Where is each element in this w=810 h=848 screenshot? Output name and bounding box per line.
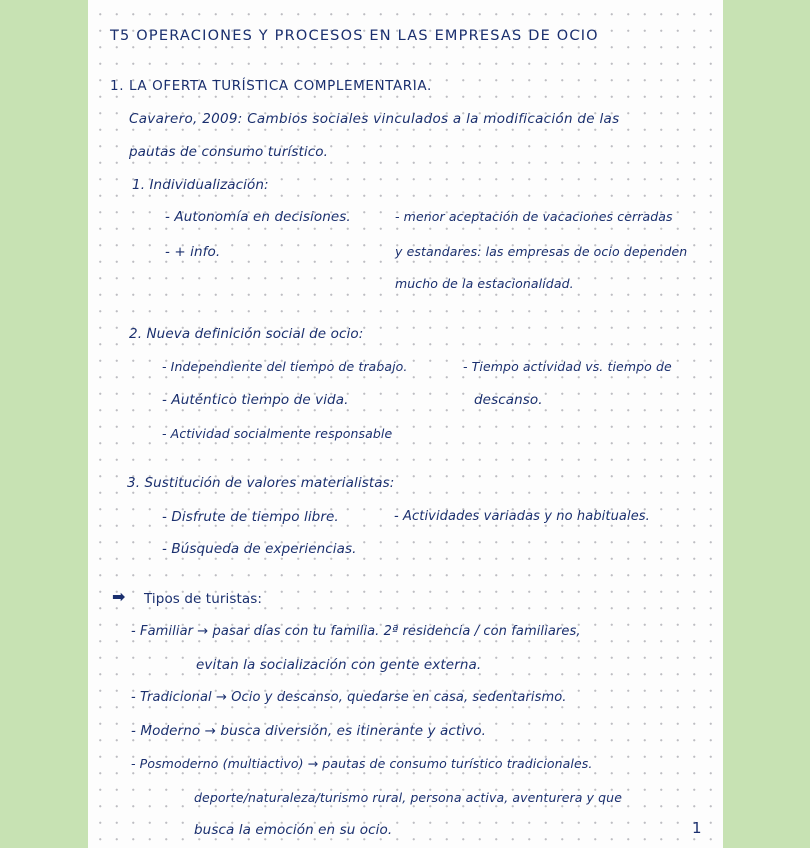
point-1-heading: 1. Individualización: bbox=[132, 177, 269, 193]
tourist-posmoderno-line-2: deporte/naturaleza/turismo rural, persona activa, aventurera y que bbox=[194, 790, 622, 805]
point-3-heading: 3. Sustitución de valores materialistas: bbox=[127, 475, 395, 491]
page-number: 1 bbox=[692, 819, 702, 837]
point-1-right-line-3: mucho de la estacionalidad. bbox=[395, 276, 574, 291]
tourist-moderno: - Moderno → busca diversión, es itinerante y activo. bbox=[131, 723, 487, 739]
point-2-heading: 2. Nueva definición social de ocio: bbox=[129, 326, 364, 342]
point-2-item-1: - Independiente del tiempo de trabajo. bbox=[162, 359, 408, 374]
tourist-tradicional: - Tradicional → Ocio y descanso, quedarse en casa, sedentarismo. bbox=[131, 690, 567, 705]
intro-line-1: Cavarero, 2009: Cambios sociales vinculados a la modificación de las bbox=[129, 111, 620, 127]
point-1-item-1: - Autonomía en decisiones. bbox=[165, 209, 351, 225]
point-1-item-2: - + info. bbox=[165, 244, 221, 260]
notebook-page bbox=[88, 0, 723, 848]
tourists-heading: Tipos de turistas: bbox=[144, 591, 263, 607]
point-3-item-2: - Búsqueda de experiencias. bbox=[162, 541, 357, 557]
tourist-familiar-line-2: evitan la socialización con gente externa. bbox=[196, 657, 482, 673]
point-3-right-item: - Actividades variadas y no habituales. bbox=[394, 509, 650, 524]
point-2-right-line-2: descanso. bbox=[474, 392, 543, 408]
point-1-right-line-2: y estandares: las empresas de ocio dependen bbox=[395, 244, 688, 259]
point-1-right-line-1: - menor aceptación de vacaciones cerradas bbox=[395, 209, 673, 224]
point-2-item-2: - Auténtico tiempo de vida. bbox=[162, 392, 349, 408]
tourist-familiar-line-1: - Familiar → pasar días con tu familia. 2ª residencia / con familiares, bbox=[131, 624, 581, 639]
point-3-item-1: - Disfrute de tiempo libre. bbox=[162, 509, 339, 525]
page-title: T5 OPERACIONES Y PROCESOS EN LAS EMPRESAS DE OCIO bbox=[110, 28, 599, 44]
double-arrow-icon: ➡ bbox=[112, 587, 126, 606]
point-2-item-3: - Actividad socialmente responsable bbox=[162, 426, 393, 441]
tourist-posmoderno-line-3: busca la emoción en su ocio. bbox=[194, 822, 393, 838]
section-1-heading: 1. LA OFERTA TURÍSTICA COMPLEMENTARIA. bbox=[110, 78, 432, 94]
point-2-right-line-1: - Tiempo actividad vs. tiempo de bbox=[463, 359, 672, 374]
tourist-posmoderno-line-1: - Posmoderno (multiactivo) → pautas de consumo turístico tradicionales. bbox=[131, 756, 593, 771]
intro-line-2: pautas de consumo turístico. bbox=[129, 144, 328, 160]
